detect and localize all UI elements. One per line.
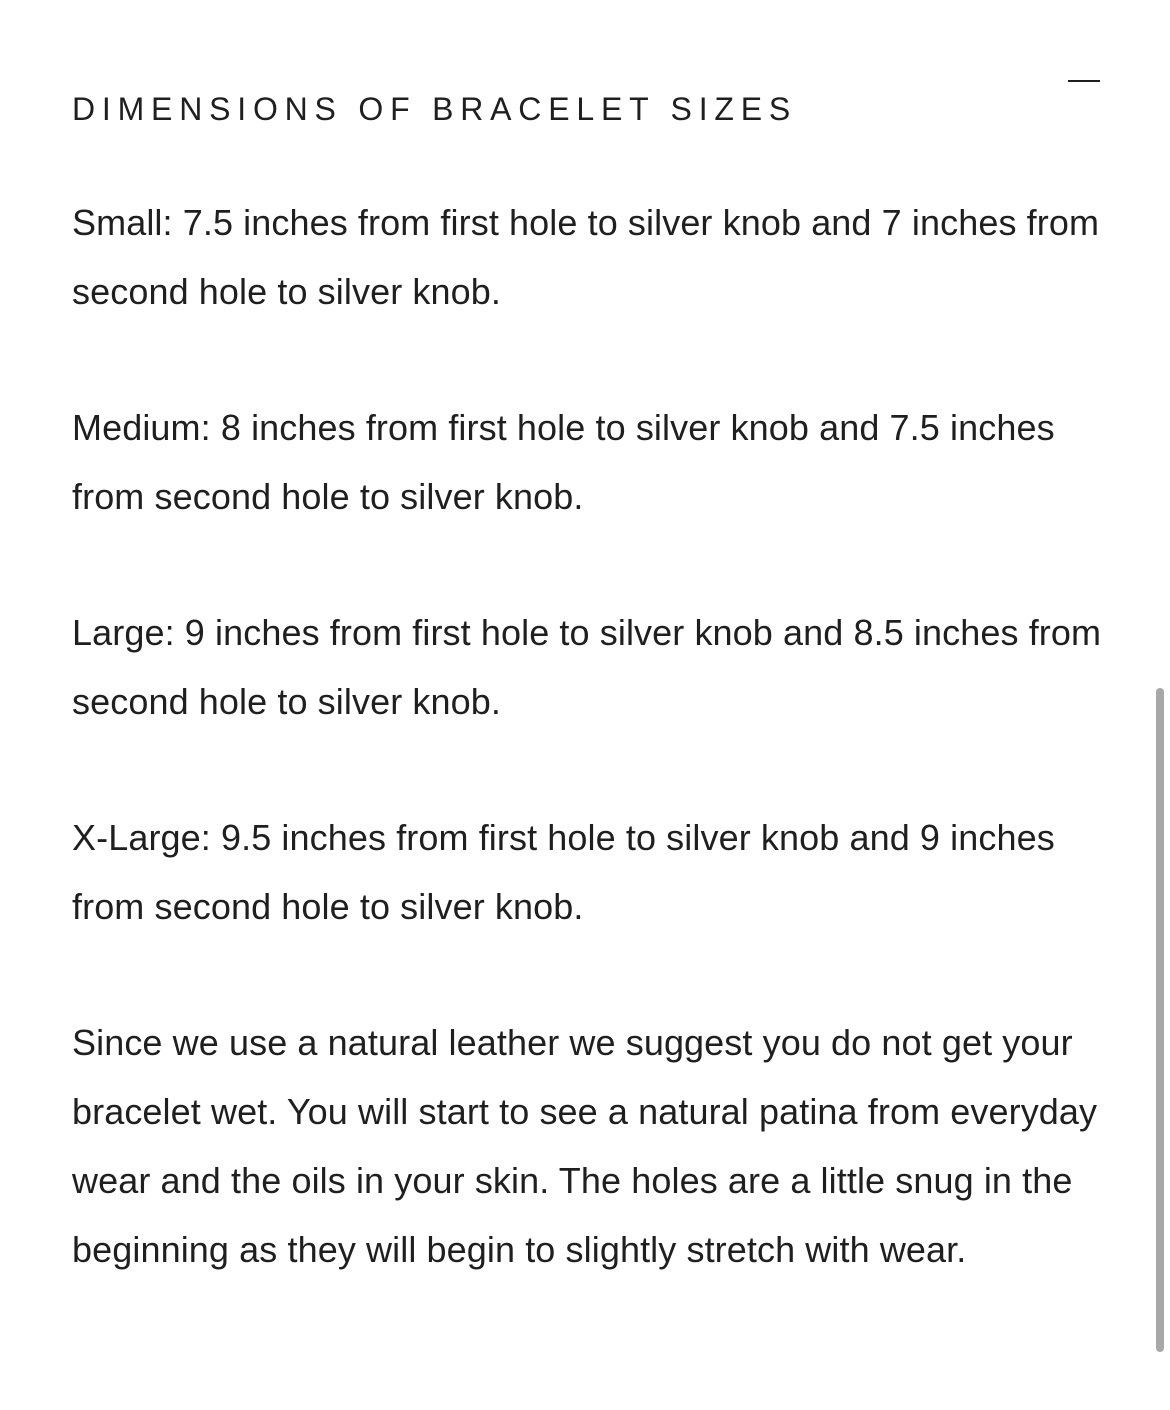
accordion-title: DIMENSIONS OF BRACELET SIZES [72,90,798,127]
minus-icon[interactable] [1068,80,1100,82]
size-xlarge-text: X-Large: 9.5 inches from first hole to silver knob and 9 inches from second hole to silver knob. [72,817,1055,927]
scrollbar[interactable] [1154,0,1170,1410]
accordion-header[interactable] [72,52,1112,127]
size-medium-text: Medium: 8 inches from first hole to silver knob and 7.5 inches from second hole to silver knob. [72,407,1055,517]
care-instructions-text: Since we use a natural leather we suggest you do not get your bracelet wet. You will start to see a natural patina from everyday wear and the oils in your skin. The holes are a little snug in the beginning as they will begin to slightly stretch with wear. [72,1022,1098,1270]
size-small-text: Small: 7.5 inches from first hole to silver knob and 7 inches from second hole to silver knob. [72,202,1100,312]
accordion-content [72,188,1102,1284]
size-large-text: Large: 9 inches from first hole to silver knob and 8.5 inches from second hole to silver knob. [72,612,1102,722]
scrollbar-thumb[interactable] [1156,688,1164,1352]
